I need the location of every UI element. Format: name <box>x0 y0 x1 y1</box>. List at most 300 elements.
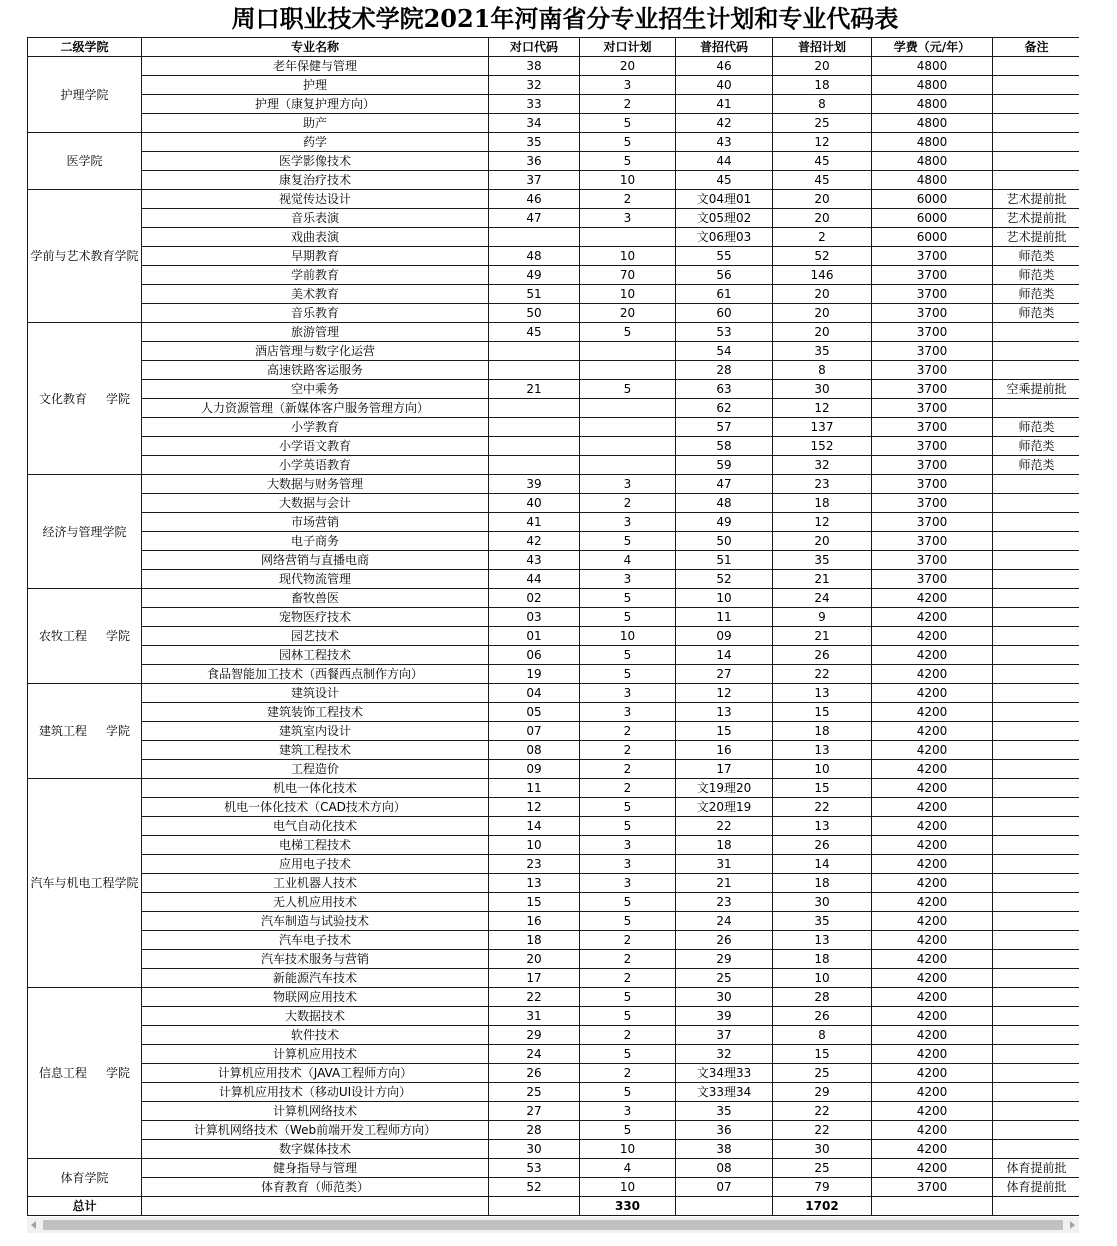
dk-plan-cell: 5 <box>580 1121 676 1140</box>
dk-code-cell: 38 <box>489 57 580 76</box>
dk-code-cell: 10 <box>489 836 580 855</box>
dk-plan-cell: 5 <box>580 646 676 665</box>
note-cell <box>993 494 1080 513</box>
table-row <box>28 1159 1080 1178</box>
dk-code-cell: 34 <box>489 114 580 133</box>
fee-cell: 4800 <box>872 114 993 133</box>
dk-plan-cell: 20 <box>580 304 676 323</box>
pz-plan-cell: 14 <box>773 855 872 874</box>
dk-plan-cell: 4 <box>580 1159 676 1178</box>
major-name-cell: 软件技术 <box>142 1026 489 1045</box>
enrollment-plan-table <box>27 37 1079 1216</box>
note-cell <box>993 684 1080 703</box>
dk-code-cell: 49 <box>489 266 580 285</box>
fee-cell: 6000 <box>872 209 993 228</box>
fee-cell: 4200 <box>872 1007 993 1026</box>
table-row <box>28 1102 1080 1121</box>
dk-plan-cell: 3 <box>580 475 676 494</box>
major-name-cell: 旅游管理 <box>142 323 489 342</box>
pz-code-cell: 49 <box>676 513 773 532</box>
pz-code-cell: 13 <box>676 703 773 722</box>
pz-code-cell: 46 <box>676 57 773 76</box>
pz-code-cell: 56 <box>676 266 773 285</box>
fee-cell: 3700 <box>872 513 993 532</box>
dk-plan-cell: 10 <box>580 247 676 266</box>
table-row <box>28 494 1080 513</box>
dk-plan-cell: 5 <box>580 532 676 551</box>
dk-plan-cell: 2 <box>580 950 676 969</box>
note-cell <box>993 931 1080 950</box>
major-name-cell: 食品智能加工技术（西餐西点制作方向） <box>142 665 489 684</box>
table-row <box>28 741 1080 760</box>
pz-plan-cell: 23 <box>773 475 872 494</box>
major-name-cell: 建筑设计 <box>142 684 489 703</box>
dk-plan-cell: 2 <box>580 931 676 950</box>
dk-plan-cell: 5 <box>580 380 676 399</box>
table-row <box>28 399 1080 418</box>
scroll-left-arrow-icon <box>31 1221 36 1229</box>
pz-code-cell: 16 <box>676 741 773 760</box>
table-row <box>28 1083 1080 1102</box>
note-cell <box>993 1007 1080 1026</box>
fee-cell: 3700 <box>872 361 993 380</box>
pz-plan-cell: 30 <box>773 893 872 912</box>
fee-cell: 3700 <box>872 285 993 304</box>
note-cell <box>993 836 1080 855</box>
table-row <box>28 1026 1080 1045</box>
dk-plan-cell: 2 <box>580 741 676 760</box>
total-empty-cell <box>489 1197 580 1216</box>
table-row <box>28 247 1080 266</box>
pz-code-cell: 37 <box>676 1026 773 1045</box>
major-name-cell: 建筑装饰工程技术 <box>142 703 489 722</box>
major-name-cell: 早期教育 <box>142 247 489 266</box>
pz-code-cell: 51 <box>676 551 773 570</box>
major-name-cell: 健身指导与管理 <box>142 1159 489 1178</box>
note-cell <box>993 893 1080 912</box>
dk-code-cell: 02 <box>489 589 580 608</box>
table-header-row <box>28 38 1080 57</box>
header-major-name: 专业名称 <box>142 38 489 57</box>
pz-plan-cell: 2 <box>773 228 872 247</box>
major-name-cell: 高速铁路客运服务 <box>142 361 489 380</box>
note-cell: 艺术提前批 <box>993 209 1080 228</box>
dk-code-cell: 24 <box>489 1045 580 1064</box>
major-name-cell: 园林工程技术 <box>142 646 489 665</box>
dk-code-cell: 20 <box>489 950 580 969</box>
table-row <box>28 646 1080 665</box>
major-name-cell: 市场营销 <box>142 513 489 532</box>
pz-code-cell: 36 <box>676 1121 773 1140</box>
dk-plan-cell: 5 <box>580 988 676 1007</box>
pz-code-cell: 31 <box>676 855 773 874</box>
fee-cell: 6000 <box>872 228 993 247</box>
major-name-cell: 网络营销与直播电商 <box>142 551 489 570</box>
dk-code-cell: 11 <box>489 779 580 798</box>
header-college: 二级学院 <box>28 38 142 57</box>
table-row <box>28 342 1080 361</box>
dk-code-cell <box>489 399 580 418</box>
note-cell: 师范类 <box>993 266 1080 285</box>
major-name-cell: 计算机应用技术（JAVA工程师方向） <box>142 1064 489 1083</box>
dk-plan-cell: 3 <box>580 513 676 532</box>
dk-plan-cell: 3 <box>580 874 676 893</box>
dk-plan-cell: 20 <box>580 57 676 76</box>
pz-code-cell: 文19理20 <box>676 779 773 798</box>
note-cell <box>993 760 1080 779</box>
table-row <box>28 969 1080 988</box>
dk-plan-cell: 2 <box>580 760 676 779</box>
dk-code-cell: 13 <box>489 874 580 893</box>
pz-plan-cell: 10 <box>773 969 872 988</box>
dk-code-cell <box>489 342 580 361</box>
pz-plan-cell: 13 <box>773 817 872 836</box>
major-name-cell: 医学影像技术 <box>142 152 489 171</box>
major-name-cell: 汽车制造与试验技术 <box>142 912 489 931</box>
table-row <box>28 1007 1080 1026</box>
dk-code-cell: 33 <box>489 95 580 114</box>
total-empty-cell <box>676 1197 773 1216</box>
pz-code-cell: 61 <box>676 285 773 304</box>
fee-cell: 4200 <box>872 817 993 836</box>
fee-cell: 4200 <box>872 665 993 684</box>
note-cell <box>993 171 1080 190</box>
dk-code-cell: 50 <box>489 304 580 323</box>
fee-cell: 3700 <box>872 304 993 323</box>
dk-code-cell: 06 <box>489 646 580 665</box>
pz-plan-cell: 146 <box>773 266 872 285</box>
fee-cell: 4200 <box>872 1102 993 1121</box>
pz-plan-cell: 25 <box>773 1159 872 1178</box>
table-row <box>28 570 1080 589</box>
dk-plan-cell: 3 <box>580 703 676 722</box>
major-name-cell: 戏曲表演 <box>142 228 489 247</box>
total-label-cell: 总计 <box>28 1197 142 1216</box>
college-cell: 体育学院 <box>28 1159 142 1197</box>
pz-plan-cell: 8 <box>773 1026 872 1045</box>
pz-plan-cell: 28 <box>773 988 872 1007</box>
table-row <box>28 760 1080 779</box>
pz-plan-cell: 15 <box>773 779 872 798</box>
dk-plan-cell <box>580 456 676 475</box>
pz-plan-cell: 8 <box>773 95 872 114</box>
note-cell: 体育提前批 <box>993 1159 1080 1178</box>
dk-plan-cell: 5 <box>580 589 676 608</box>
major-name-cell: 体育教育（师范类） <box>142 1178 489 1197</box>
table-row <box>28 361 1080 380</box>
dk-plan-cell <box>580 437 676 456</box>
dk-plan-cell: 5 <box>580 912 676 931</box>
pz-plan-cell: 18 <box>773 874 872 893</box>
header-pz-code: 普招代码 <box>676 38 773 57</box>
note-cell <box>993 95 1080 114</box>
dk-code-cell: 39 <box>489 475 580 494</box>
pz-code-cell: 38 <box>676 1140 773 1159</box>
dk-plan-cell: 5 <box>580 1007 676 1026</box>
table-row <box>28 513 1080 532</box>
fee-cell: 4800 <box>872 57 993 76</box>
major-name-cell: 建筑工程技术 <box>142 741 489 760</box>
pz-plan-cell: 35 <box>773 342 872 361</box>
table-row <box>28 627 1080 646</box>
major-name-cell: 园艺技术 <box>142 627 489 646</box>
fee-cell: 4200 <box>872 608 993 627</box>
dk-plan-cell: 10 <box>580 1178 676 1197</box>
major-name-cell: 大数据技术 <box>142 1007 489 1026</box>
pz-code-cell: 23 <box>676 893 773 912</box>
table-row <box>28 817 1080 836</box>
major-name-cell: 空中乘务 <box>142 380 489 399</box>
dk-code-cell: 41 <box>489 513 580 532</box>
pz-plan-cell: 24 <box>773 589 872 608</box>
major-name-cell: 汽车技术服务与营销 <box>142 950 489 969</box>
note-cell <box>993 551 1080 570</box>
note-cell <box>993 532 1080 551</box>
fee-cell: 4200 <box>872 684 993 703</box>
fee-cell: 3700 <box>872 418 993 437</box>
dk-plan-cell: 5 <box>580 893 676 912</box>
pz-code-cell: 45 <box>676 171 773 190</box>
fee-cell: 3700 <box>872 570 993 589</box>
note-cell: 体育提前批 <box>993 1178 1080 1197</box>
dk-code-cell: 36 <box>489 152 580 171</box>
dk-plan-cell: 2 <box>580 1064 676 1083</box>
table-row <box>28 1178 1080 1197</box>
table-row <box>28 1121 1080 1140</box>
note-cell <box>993 589 1080 608</box>
dk-code-cell: 45 <box>489 323 580 342</box>
major-name-cell: 老年保健与管理 <box>142 57 489 76</box>
pz-plan-cell: 20 <box>773 304 872 323</box>
note-cell <box>993 1121 1080 1140</box>
major-name-cell: 工程造价 <box>142 760 489 779</box>
note-cell: 师范类 <box>993 418 1080 437</box>
pz-plan-cell: 22 <box>773 1102 872 1121</box>
fee-cell: 4800 <box>872 76 993 95</box>
pz-code-cell: 28 <box>676 361 773 380</box>
pz-plan-cell: 20 <box>773 57 872 76</box>
dk-code-cell <box>489 418 580 437</box>
dk-code-cell: 46 <box>489 190 580 209</box>
college-cell: 汽车与机电工程学院 <box>28 779 142 988</box>
fee-cell: 4200 <box>872 1083 993 1102</box>
pz-plan-cell: 15 <box>773 1045 872 1064</box>
dk-code-cell: 19 <box>489 665 580 684</box>
dk-plan-cell: 5 <box>580 133 676 152</box>
dk-plan-cell: 5 <box>580 798 676 817</box>
pz-plan-cell: 30 <box>773 380 872 399</box>
dk-plan-cell: 3 <box>580 76 676 95</box>
fee-cell: 3700 <box>872 399 993 418</box>
fee-cell: 4200 <box>872 741 993 760</box>
dk-code-cell: 26 <box>489 1064 580 1083</box>
major-name-cell: 护理 <box>142 76 489 95</box>
major-name-cell: 宠物医疗技术 <box>142 608 489 627</box>
table-row <box>28 133 1080 152</box>
major-name-cell: 小学语文教育 <box>142 437 489 456</box>
dk-code-cell: 01 <box>489 627 580 646</box>
total-pz-plan-cell: 1702 <box>773 1197 872 1216</box>
dk-code-cell: 12 <box>489 798 580 817</box>
pz-plan-cell: 15 <box>773 703 872 722</box>
dk-plan-cell: 3 <box>580 684 676 703</box>
dk-code-cell <box>489 361 580 380</box>
scroll-left-button[interactable] <box>27 1217 42 1233</box>
note-cell: 空乘提前批 <box>993 380 1080 399</box>
dk-plan-cell: 5 <box>580 665 676 684</box>
dk-plan-cell: 3 <box>580 1102 676 1121</box>
table-row <box>28 950 1080 969</box>
table-row <box>28 114 1080 133</box>
scrollbar-thumb[interactable] <box>43 1220 1063 1230</box>
pz-plan-cell: 18 <box>773 76 872 95</box>
table-row <box>28 1140 1080 1159</box>
pz-code-cell: 24 <box>676 912 773 931</box>
major-name-cell: 助产 <box>142 114 489 133</box>
total-empty-cell <box>872 1197 993 1216</box>
pz-code-cell: 44 <box>676 152 773 171</box>
dk-code-cell: 17 <box>489 969 580 988</box>
table-row <box>28 171 1080 190</box>
pz-code-cell: 26 <box>676 931 773 950</box>
pz-code-cell: 21 <box>676 874 773 893</box>
dk-plan-cell: 3 <box>580 209 676 228</box>
college-cell: 信息工程 学院 <box>28 988 142 1159</box>
table-row <box>28 152 1080 171</box>
note-cell <box>993 323 1080 342</box>
fee-cell: 4200 <box>872 779 993 798</box>
dk-plan-cell: 5 <box>580 114 676 133</box>
fee-cell: 3700 <box>872 266 993 285</box>
dk-code-cell: 53 <box>489 1159 580 1178</box>
note-cell <box>993 1045 1080 1064</box>
pz-plan-cell: 12 <box>773 513 872 532</box>
dk-code-cell <box>489 228 580 247</box>
note-cell <box>993 570 1080 589</box>
fee-cell: 3700 <box>872 437 993 456</box>
dk-code-cell: 31 <box>489 1007 580 1026</box>
header-pz-plan: 普招计划 <box>773 38 872 57</box>
table-row <box>28 589 1080 608</box>
pz-code-cell: 63 <box>676 380 773 399</box>
pz-code-cell: 15 <box>676 722 773 741</box>
dk-plan-cell: 2 <box>580 1026 676 1045</box>
major-name-cell: 物联网应用技术 <box>142 988 489 1007</box>
pz-plan-cell: 30 <box>773 1140 872 1159</box>
dk-code-cell: 14 <box>489 817 580 836</box>
note-cell <box>993 114 1080 133</box>
dk-code-cell: 35 <box>489 133 580 152</box>
dk-plan-cell: 5 <box>580 608 676 627</box>
dk-plan-cell: 5 <box>580 817 676 836</box>
dk-plan-cell: 2 <box>580 722 676 741</box>
fee-cell: 4200 <box>872 855 993 874</box>
fee-cell: 4200 <box>872 950 993 969</box>
table-row <box>28 1045 1080 1064</box>
fee-cell: 4200 <box>872 760 993 779</box>
major-name-cell: 小学英语教育 <box>142 456 489 475</box>
dk-plan-cell: 2 <box>580 95 676 114</box>
pz-code-cell: 18 <box>676 836 773 855</box>
major-name-cell: 音乐教育 <box>142 304 489 323</box>
scroll-right-button[interactable] <box>1064 1217 1079 1233</box>
fee-cell: 3700 <box>872 494 993 513</box>
dk-plan-cell: 5 <box>580 1045 676 1064</box>
note-cell <box>993 722 1080 741</box>
fee-cell: 4800 <box>872 133 993 152</box>
pz-plan-cell: 45 <box>773 171 872 190</box>
table-row <box>28 608 1080 627</box>
dk-code-cell: 16 <box>489 912 580 931</box>
pz-plan-cell: 26 <box>773 836 872 855</box>
pz-code-cell: 文04理01 <box>676 190 773 209</box>
table-row <box>28 95 1080 114</box>
pz-plan-cell: 20 <box>773 323 872 342</box>
pz-plan-cell: 20 <box>773 190 872 209</box>
note-cell <box>993 950 1080 969</box>
dk-code-cell: 09 <box>489 760 580 779</box>
dk-plan-cell <box>580 361 676 380</box>
note-cell: 师范类 <box>993 285 1080 304</box>
pz-code-cell: 14 <box>676 646 773 665</box>
pz-code-cell: 文06理03 <box>676 228 773 247</box>
table-row <box>28 285 1080 304</box>
dk-plan-cell: 2 <box>580 190 676 209</box>
table-row <box>28 475 1080 494</box>
pz-code-cell: 40 <box>676 76 773 95</box>
table-row <box>28 551 1080 570</box>
total-dk-plan-cell: 330 <box>580 1197 676 1216</box>
pz-plan-cell: 22 <box>773 798 872 817</box>
dk-code-cell: 28 <box>489 1121 580 1140</box>
pz-code-cell: 42 <box>676 114 773 133</box>
enrollment-table-viewport[interactable] <box>27 37 1079 1217</box>
major-name-cell: 护理（康复护理方向） <box>142 95 489 114</box>
horizontal-scrollbar[interactable] <box>27 1217 1079 1233</box>
table-row <box>28 437 1080 456</box>
note-cell <box>993 741 1080 760</box>
fee-cell: 4200 <box>872 627 993 646</box>
pz-code-cell: 32 <box>676 1045 773 1064</box>
note-cell <box>993 513 1080 532</box>
note-cell <box>993 988 1080 1007</box>
pz-plan-cell: 79 <box>773 1178 872 1197</box>
dk-code-cell: 44 <box>489 570 580 589</box>
pz-plan-cell: 45 <box>773 152 872 171</box>
dk-code-cell: 04 <box>489 684 580 703</box>
note-cell <box>993 152 1080 171</box>
note-cell <box>993 1083 1080 1102</box>
pz-code-cell: 53 <box>676 323 773 342</box>
pz-plan-cell: 137 <box>773 418 872 437</box>
fee-cell: 3700 <box>872 475 993 494</box>
dk-plan-cell: 10 <box>580 627 676 646</box>
table-row <box>28 1064 1080 1083</box>
major-name-cell: 康复治疗技术 <box>142 171 489 190</box>
major-name-cell: 数字媒体技术 <box>142 1140 489 1159</box>
pz-plan-cell: 29 <box>773 1083 872 1102</box>
major-name-cell: 电梯工程技术 <box>142 836 489 855</box>
pz-code-cell: 59 <box>676 456 773 475</box>
dk-plan-cell: 5 <box>580 323 676 342</box>
dk-code-cell: 07 <box>489 722 580 741</box>
dk-plan-cell <box>580 399 676 418</box>
dk-plan-cell: 2 <box>580 779 676 798</box>
major-name-cell: 大数据与会计 <box>142 494 489 513</box>
fee-cell: 4200 <box>872 722 993 741</box>
total-empty-cell <box>142 1197 489 1216</box>
dk-code-cell: 21 <box>489 380 580 399</box>
